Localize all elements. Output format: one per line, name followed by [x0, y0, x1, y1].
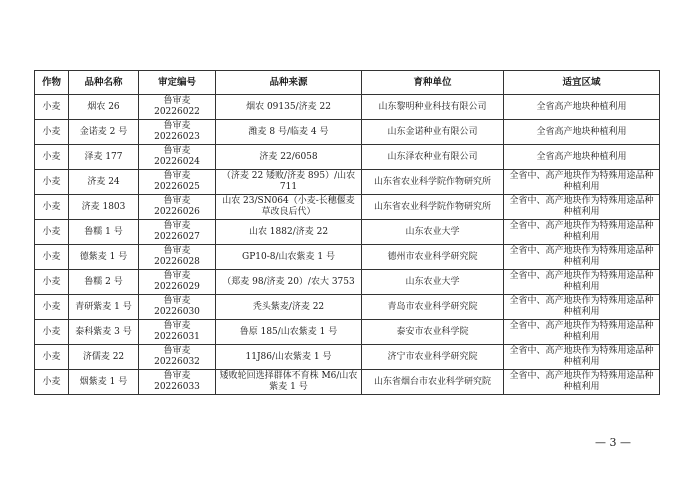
cell-crop: 小麦 [35, 245, 69, 270]
cell-breeding-unit: 青岛市农业科学研究院 [362, 295, 504, 320]
cell-crop: 小麦 [35, 220, 69, 245]
cell-suitable-region: 全省中、高产地块作为特殊用途品种种植利用 [504, 320, 660, 345]
cell-variety-source: 烟农 09135/济麦 22 [216, 95, 362, 120]
cell-breeding-unit: 山东泽农种业有限公司 [362, 145, 504, 170]
cell-crop: 小麦 [35, 95, 69, 120]
header-variety-name: 品种名称 [69, 71, 139, 95]
header-approval-number: 审定编号 [139, 71, 216, 95]
cell-crop: 小麦 [35, 195, 69, 220]
table-row [35, 370, 660, 395]
cell-breeding-unit: 山东省农业科学院作物研究所 [362, 170, 504, 195]
cell-crop: 小麦 [35, 295, 69, 320]
cell-suitable-region: 全省中、高产地块作为特殊用途品种种植利用 [504, 295, 660, 320]
cell-variety-source: 潍麦 8 号/临麦 4 号 [216, 120, 362, 145]
cell-variety-name: 鲁糯 2 号 [69, 270, 139, 295]
cell-approval-number: 鲁审麦 20226030 [139, 295, 216, 320]
cell-variety-name: 济麦 1803 [69, 195, 139, 220]
cell-approval-number: 鲁审麦 20226023 [139, 120, 216, 145]
cell-suitable-region: 全省高产地块种植利用 [504, 120, 660, 145]
cell-suitable-region: 全省中、高产地块作为特殊用途品种种植利用 [504, 370, 660, 395]
cell-variety-source: （郑麦 98/济麦 20）/农大 3753 [216, 270, 362, 295]
cell-variety-source: （济麦 22 矮败/济麦 895）/山农 711 [216, 170, 362, 195]
cell-suitable-region: 全省中、高产地块作为特殊用途品种种植利用 [504, 195, 660, 220]
cell-crop: 小麦 [35, 170, 69, 195]
cell-variety-source: GP10-8/山农紫麦 1 号 [216, 245, 362, 270]
table-row [35, 245, 660, 270]
cell-variety-name: 济儒麦 22 [69, 345, 139, 370]
cell-variety-source: 济麦 22/6058 [216, 145, 362, 170]
cell-breeding-unit: 山东农业大学 [362, 270, 504, 295]
cell-approval-number: 鲁审麦 20226027 [139, 220, 216, 245]
cell-variety-name: 金诺麦 2 号 [69, 120, 139, 145]
cell-suitable-region: 全省高产地块种植利用 [504, 95, 660, 120]
table-header-row [35, 71, 660, 95]
cell-variety-source: 矮败轮回选择群体不育株 M6/山农紫麦 1 号 [216, 370, 362, 395]
cell-breeding-unit: 山东金诺种业有限公司 [362, 120, 504, 145]
table-row [35, 345, 660, 370]
cell-approval-number: 鲁审麦 20226033 [139, 370, 216, 395]
cell-variety-name: 德紫麦 1 号 [69, 245, 139, 270]
table-row [35, 195, 660, 220]
cell-variety-source: 山农 1882/济麦 22 [216, 220, 362, 245]
table-row [35, 95, 660, 120]
cell-variety-source: 11J86/山农紫麦 1 号 [216, 345, 362, 370]
cell-approval-number: 鲁审麦 20226026 [139, 195, 216, 220]
cell-crop: 小麦 [35, 320, 69, 345]
cell-suitable-region: 全省中、高产地块作为特殊用途品种种植利用 [504, 345, 660, 370]
cell-breeding-unit: 济宁市农业科学研究院 [362, 345, 504, 370]
cell-suitable-region: 全省高产地块种植利用 [504, 145, 660, 170]
table-row [35, 170, 660, 195]
cell-suitable-region: 全省中、高产地块作为特殊用途品种种植利用 [504, 245, 660, 270]
cell-suitable-region: 全省中、高产地块作为特殊用途品种种植利用 [504, 220, 660, 245]
cell-approval-number: 鲁审麦 20226022 [139, 95, 216, 120]
cell-crop: 小麦 [35, 270, 69, 295]
cell-breeding-unit: 泰安市农业科学院 [362, 320, 504, 345]
cell-approval-number: 鲁审麦 20226031 [139, 320, 216, 345]
cell-variety-name: 青研紫麦 1 号 [69, 295, 139, 320]
table-row [35, 120, 660, 145]
cell-variety-name: 泽麦 177 [69, 145, 139, 170]
cell-approval-number: 鲁审麦 20226024 [139, 145, 216, 170]
header-breeding-unit: 育种单位 [362, 71, 504, 95]
cell-crop: 小麦 [35, 345, 69, 370]
cell-approval-number: 鲁审麦 20226025 [139, 170, 216, 195]
table-row [35, 320, 660, 345]
table-row [35, 145, 660, 170]
cell-breeding-unit: 山东黎明种业科技有限公司 [362, 95, 504, 120]
variety-approval-table [34, 70, 660, 395]
cell-variety-name: 泰科紫麦 3 号 [69, 320, 139, 345]
cell-variety-name: 烟紫麦 1 号 [69, 370, 139, 395]
cell-crop: 小麦 [35, 120, 69, 145]
table-row [35, 270, 660, 295]
table-body [35, 95, 660, 395]
cell-breeding-unit: 山东省烟台市农业科学研究院 [362, 370, 504, 395]
cell-variety-source: 秃头紫麦/济麦 22 [216, 295, 362, 320]
cell-breeding-unit: 山东农业大学 [362, 220, 504, 245]
cell-crop: 小麦 [35, 370, 69, 395]
cell-variety-source: 鲁原 185/山农紫麦 1 号 [216, 320, 362, 345]
header-suitable-region: 适宜区域 [504, 71, 660, 95]
cell-variety-name: 鲁糯 1 号 [69, 220, 139, 245]
cell-suitable-region: 全省中、高产地块作为特殊用途品种种植利用 [504, 170, 660, 195]
cell-variety-name: 济麦 24 [69, 170, 139, 195]
cell-suitable-region: 全省中、高产地块作为特殊用途品种种植利用 [504, 270, 660, 295]
cell-approval-number: 鲁审麦 20226032 [139, 345, 216, 370]
cell-breeding-unit: 德州市农业科学研究院 [362, 245, 504, 270]
cell-variety-name: 烟农 26 [69, 95, 139, 120]
cell-approval-number: 鲁审麦 20226029 [139, 270, 216, 295]
cell-variety-source: 山农 23/SN064（小麦-长穗偃麦草改良后代） [216, 195, 362, 220]
cell-breeding-unit: 山东省农业科学院作物研究所 [362, 195, 504, 220]
header-crop: 作物 [35, 71, 69, 95]
cell-crop: 小麦 [35, 145, 69, 170]
page-number: — 3 — [595, 436, 631, 449]
header-variety-source: 品种来源 [216, 71, 362, 95]
document-page [34, 70, 659, 395]
cell-approval-number: 鲁审麦 20226028 [139, 245, 216, 270]
table-row [35, 220, 660, 245]
table-row [35, 295, 660, 320]
